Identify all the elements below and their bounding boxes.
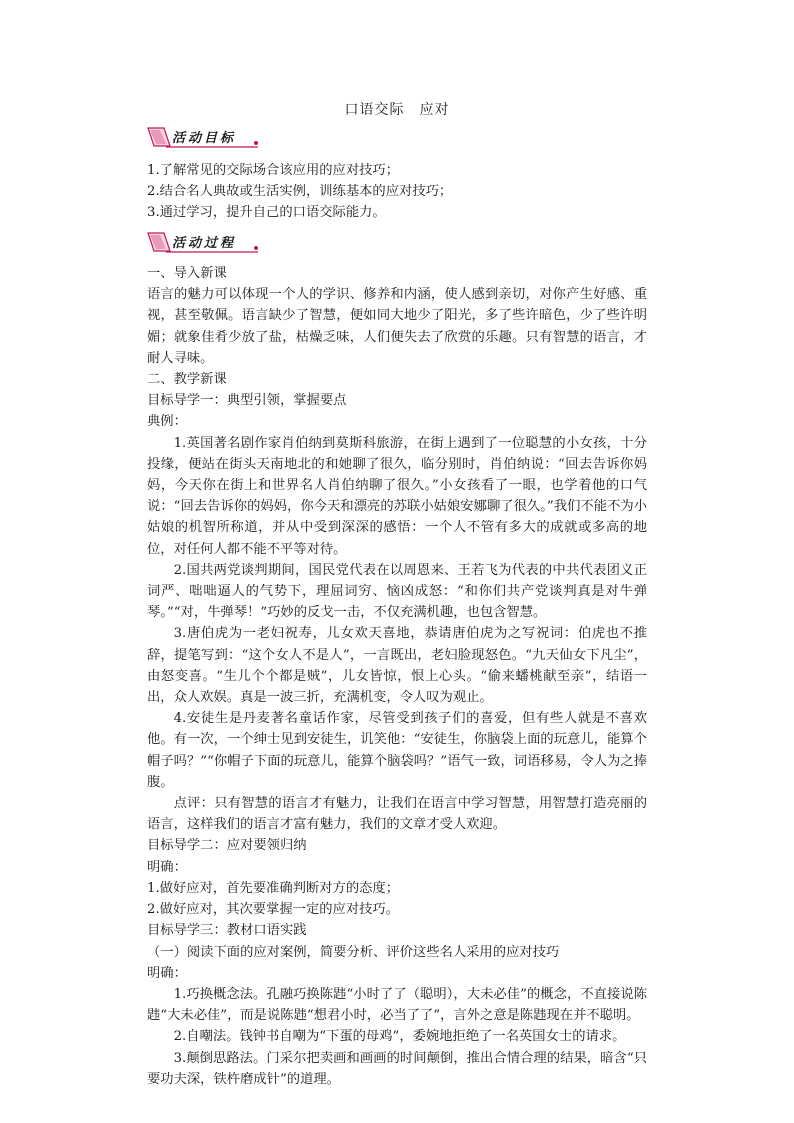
intro-paragraph: 语言的魅力可以体现一个人的学识、修养和内涵，使人感到亲切，对你产生好感、重视，甚至敬佩。语言缺少了智慧，便如同大地少了阳光，多了些许暗色，少了些许明媚；就象佳肴少放了盐，枯燥乏味，人们便失去了欣赏的乐趣。只有智慧的语言，才耐人寻味。 <box>147 287 647 366</box>
page-title: 口语交际 应对 <box>344 102 450 118</box>
goal-heading: 目标导学二：应对要领归纳 <box>147 838 307 854</box>
example-paragraph: 4.安徒生是丹麦著名童话作家，尽管受到孩子们的喜爱，但有些人就是不喜欢他。有一次，一个绅士见到安徒生，讥笑他：“安徒生，你脑袋上面的玩意儿，能算个帽子吗？”“你帽子下面的玩意儿，能算个脑袋吗？”语气一致，词语移易，令人为之捧腹。 <box>147 711 647 790</box>
goal-item: 2.结合名人典故或生活实例，训练基本的应对技巧； <box>147 184 453 200</box>
comment-paragraph: 点评：只有智慧的语言才有魅力，让我们在语言中学习智慧，用智慧打造亮丽的语言，这样我们的语言才富有魅力，我们的文章才受人欢迎。 <box>147 796 647 833</box>
process-body <box>147 263 647 1090</box>
answer-paragraph: 2.自嘲法。钱钟书自嘲为“下蛋的母鸡”，委婉地拒绝了一名英国女士的请求。 <box>173 1029 626 1045</box>
goals-list <box>147 160 647 224</box>
goal-heading: 目标导学三：教材口语实践 <box>147 923 307 939</box>
example-paragraph: 2.国共两党谈判期间，国民党代表在以周恩来、王若飞为代表的中共代表团义正词严、咄咄逼人的气势下，理屈词穷、恼凶成怒：“和你们共产党谈判真是对牛弹琴。”“对，牛弹琴！”巧妙的反戈一击，不仅充满机趣，也包含智慧。 <box>147 562 647 621</box>
section-heading: 一、导入新课 <box>147 266 227 281</box>
goal-heading: 目标导学一：典型引领，掌握要点 <box>147 393 347 409</box>
example-paragraph: 1.英国著名剧作家肖伯纳到莫斯科旅游，在街上遇到了一位聪慧的小女孩，十分投缘，便站在街头天南地北的和她聊了很久，临分别时，肖伯纳说：“回去告诉你妈妈，今天你在街上和世界名人肖伯纳聊了很久。”小女孩看了一眼，也学着他的口气说：“回去告诉你的妈妈，你今天和漂亮的苏联小姑娘安娜聊了很久。”我们不能不为小姑娘的机智所称道，并从中受到深深的感悟：一个人不管有多大的成就或多高的地位，对任何人都不能不平等对待。 <box>147 435 647 557</box>
example-label: 典例： <box>147 414 187 430</box>
badge-goals-label: 活动目标 <box>172 131 237 146</box>
section-heading: 二、教学新课 <box>147 372 227 388</box>
answer-paragraph: 3.颠倒思路法。门采尔把卖画和画画的时间颠倒，推出合情合理的结果，暗含“只要功夫深，铁杵磨成针”的道理。 <box>147 1050 647 1087</box>
clarify-label: 明确： <box>147 965 187 981</box>
goal-item: 1.了解常见的交际场合该应用的应对技巧； <box>147 163 400 178</box>
badge-process-label: 活动过程 <box>172 236 237 251</box>
tip-item: 2.做好应对，其次要掌握一定的应对技巧。 <box>147 902 400 918</box>
example-paragraph: 3.唐伯虎为一老妇祝寿，儿女欢天喜地，恭请唐伯虎为之写祝词：伯虎也不推辞，提笔写到：“这个女人不是人”，一言既出，老妇脸现怒色。“九天仙女下凡尘”，由怒变喜。“生儿个个都是贼”，儿女皆惊，恨上心头。“偷来蟠桃献至亲”，结语一出，众人欢娱。真是一波三折，充满机变，令人叹为观止。 <box>147 626 647 706</box>
tip-item: 1.做好应对，首先要准确判断对方的态度； <box>147 880 400 896</box>
task-heading: （一）阅读下面的应对案例，简要分析、评价这些名人采用的应对技巧 <box>147 944 560 960</box>
section-badge-process <box>146 229 262 255</box>
answer-paragraph: 1.巧换概念法。孔融巧换陈韪“小时了了（聪明），大未必佳”的概念，不直接说陈韪“大未必佳”，而是说陈韪“想君小时，必当了了”，言外之意是陈韪现在并不聪明。 <box>147 986 647 1024</box>
goal-item: 3.通过学习，提升自己的口语交际能力。 <box>147 205 386 221</box>
clarify-label: 明确： <box>147 859 187 875</box>
section-badge-goals <box>146 124 262 150</box>
